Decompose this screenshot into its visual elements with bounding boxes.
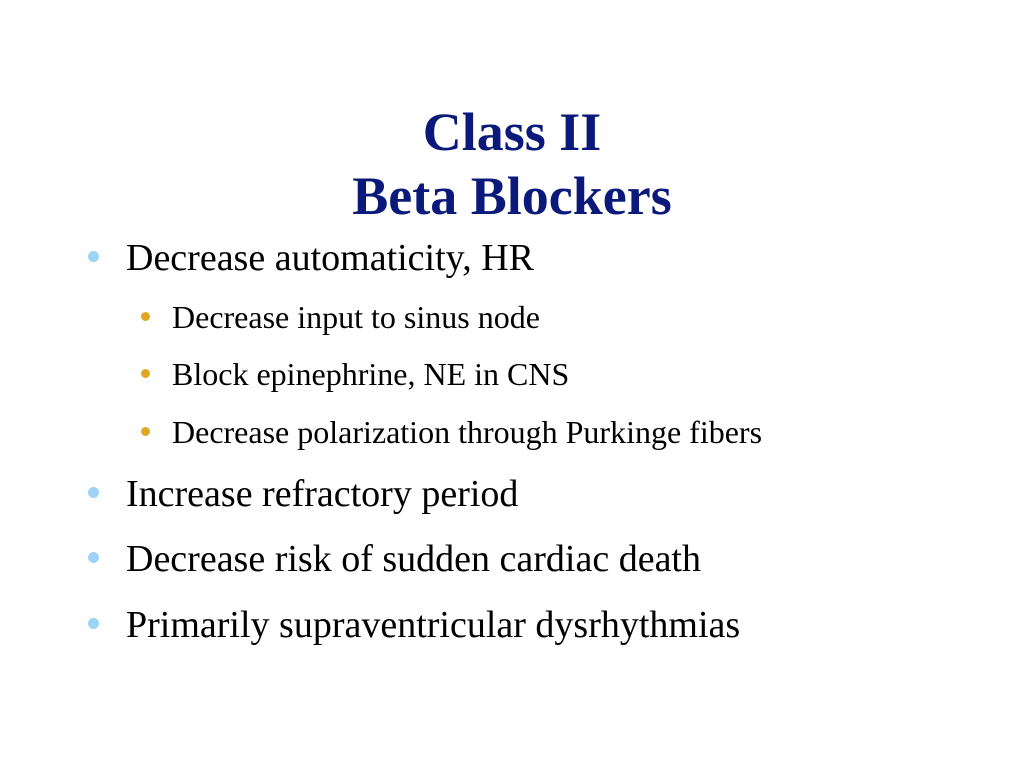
- sub-bullet-item: Decrease polarization through Purkinge fibers: [172, 414, 763, 450]
- title-line-2: Beta Blockers: [352, 166, 672, 227]
- bullet-dot-icon: [88, 251, 99, 262]
- sub-bullet-dot-icon: [141, 369, 150, 378]
- bullet-dot-icon: [88, 552, 99, 563]
- bullet-item: Increase refractory period: [126, 473, 519, 515]
- bullet-dot-icon: [88, 618, 99, 629]
- sub-bullet-item: Block epinephrine, NE in CNS: [172, 356, 570, 392]
- sub-bullet-dot-icon: [141, 427, 150, 436]
- sub-bullet-dot-icon: [141, 312, 150, 321]
- slide-title: [0, 100, 1024, 228]
- bullet-dot-icon: [88, 487, 99, 498]
- title-line-1: Class II: [422, 102, 602, 163]
- bullet-item: Decrease risk of sudden cardiac death: [126, 538, 701, 580]
- bullet-item: Primarily supraventricular dysrhythmias: [126, 604, 741, 646]
- sub-bullet-item: Decrease input to sinus node: [172, 299, 540, 335]
- bullet-item: Decrease automaticity, HR: [126, 237, 534, 279]
